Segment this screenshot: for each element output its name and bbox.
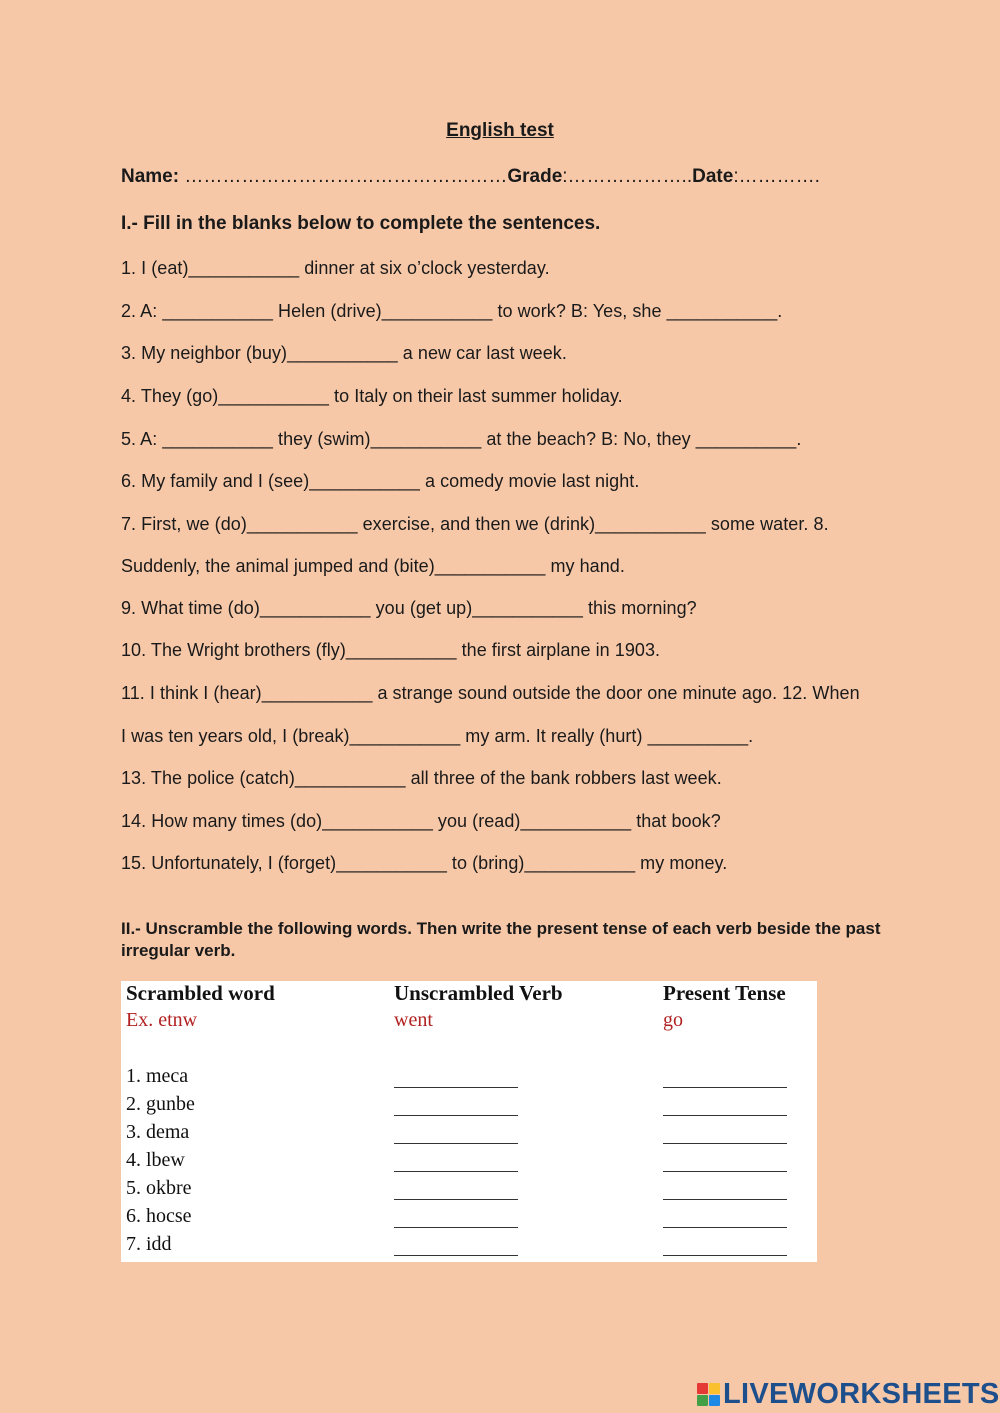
sentence-line: Suddenly, the animal jumped and (bite)___________ my hand.	[121, 556, 625, 576]
name-label: Name:	[121, 166, 180, 187]
sentence-line: 14. How many times (do)___________ you (read)___________ that book?	[121, 811, 721, 831]
date-label: Date	[692, 166, 734, 187]
page-title: English test	[446, 120, 554, 141]
present-tense-answer-blank[interactable]	[663, 1227, 787, 1228]
present-tense-answer-blank[interactable]	[663, 1255, 787, 1256]
scrambled-word: 2. gunbe	[126, 1093, 195, 1115]
unscramble-table	[121, 981, 817, 1262]
present-tense-answer-blank[interactable]	[663, 1087, 787, 1088]
sentence-line: 3. My neighbor (buy)___________ a new car last week.	[121, 343, 567, 363]
sentence-line: 11. I think I (hear)___________ a strange sound outside the door one minute ago. 12. When	[121, 683, 860, 703]
sentence-line: 1. I (eat)___________ dinner at six o’clock yesterday.	[121, 258, 550, 278]
scrambled-word: 3. dema	[126, 1121, 190, 1143]
sentence-line: I was ten years old, I (break)___________ my arm. It really (hurt) __________.	[121, 726, 754, 746]
sentence-line: 9. What time (do)___________ you (get up)___________ this morning?	[121, 598, 697, 618]
example-unscrambled: went	[394, 1009, 433, 1031]
unscrambled-answer-blank[interactable]	[394, 1115, 518, 1116]
liveworksheets-logo	[697, 1378, 1000, 1410]
logo-text: LIVEWORKSHEETS	[723, 1377, 1000, 1410]
date-field[interactable]: :………….	[733, 166, 820, 187]
sentence-line: 5. A: ___________ they (swim)___________ at the beach? B: No, they __________.	[121, 429, 802, 449]
sentence-line: 2. A: ___________ Helen (drive)___________ to work? B: Yes, she ___________.	[121, 301, 783, 321]
grade-label: Grade	[507, 166, 563, 187]
scrambled-word: 1. meca	[126, 1065, 189, 1087]
scrambled-word: 5. okbre	[126, 1177, 192, 1199]
scrambled-word: 4. lbew	[126, 1149, 185, 1171]
sentence-line: 10. The Wright brothers (fly)___________ the first airplane in 1903.	[121, 640, 661, 660]
sentence-line: 13. The police (catch)___________ all three of the bank robbers last week.	[121, 768, 722, 788]
present-tense-answer-blank[interactable]	[663, 1115, 787, 1116]
name-grade-date-line	[121, 166, 820, 188]
grade-field[interactable]: :………………..	[562, 166, 693, 187]
unscrambled-answer-blank[interactable]	[394, 1171, 518, 1172]
logo-mark-icon	[697, 1383, 720, 1406]
present-tense-answer-blank[interactable]	[663, 1199, 787, 1200]
sentence-line: 6. My family and I (see)___________ a comedy movie last night.	[121, 471, 640, 491]
sentence-line: 7. First, we (do)___________ exercise, and then we (drink)___________ some water. 8.	[121, 514, 829, 534]
unscrambled-answer-blank[interactable]	[394, 1087, 518, 1088]
sentence-line: 15. Unfortunately, I (forget)___________ to (bring)___________ my money.	[121, 853, 728, 873]
present-tense-answer-blank[interactable]	[663, 1143, 787, 1144]
unscrambled-answer-blank[interactable]	[394, 1255, 518, 1256]
section-1-heading: I.- Fill in the blanks below to complete the sentences.	[121, 213, 601, 234]
column-header-scrambled: Scrambled word	[126, 981, 275, 1005]
unscrambled-answer-blank[interactable]	[394, 1199, 518, 1200]
column-header-unscrambled: Unscrambled Verb	[394, 981, 563, 1005]
example-scrambled: Ex. etnw	[126, 1009, 198, 1031]
column-header-present: Present Tense	[663, 981, 786, 1005]
section-2-heading: II.- Unscramble the following words. Then write the present tense of each verb beside the past irregular verb.	[121, 919, 881, 960]
example-present: go	[663, 1009, 683, 1031]
name-field[interactable]: ……………………………………………	[179, 166, 508, 187]
scrambled-word: 7. idd	[126, 1233, 172, 1255]
sentence-line: 4. They (go)___________ to Italy on their last summer holiday.	[121, 386, 623, 406]
scrambled-word: 6. hocse	[126, 1205, 192, 1227]
unscrambled-answer-blank[interactable]	[394, 1227, 518, 1228]
unscrambled-answer-blank[interactable]	[394, 1143, 518, 1144]
present-tense-answer-blank[interactable]	[663, 1171, 787, 1172]
